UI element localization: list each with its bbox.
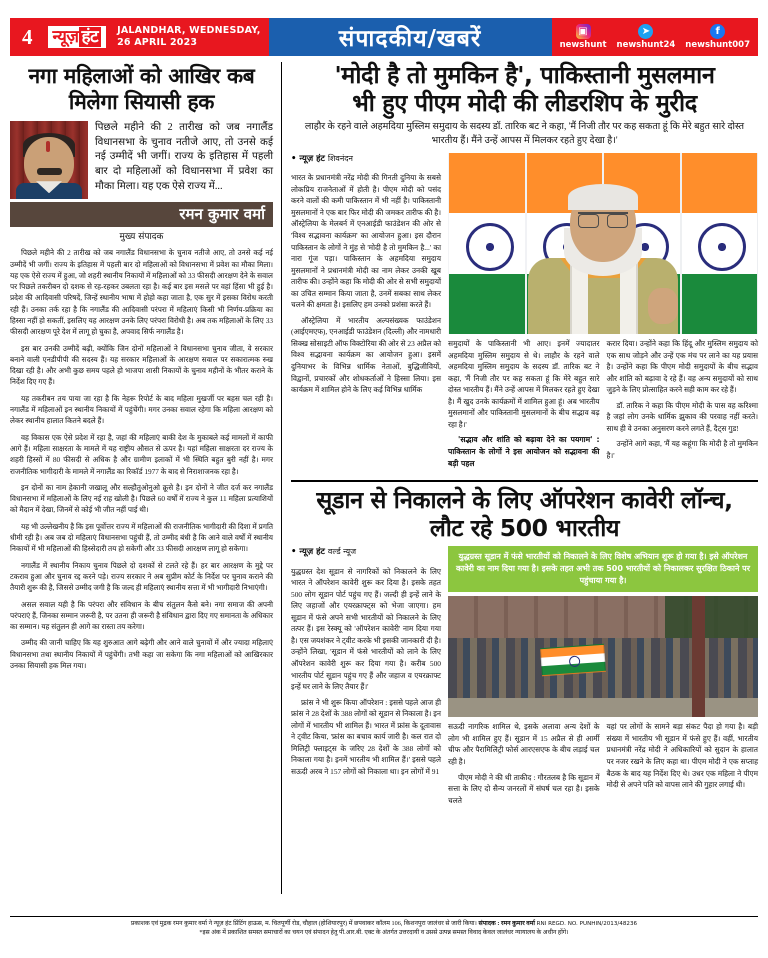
editorial-paragraph: वह विकास एक ऐसे प्रदेश में रहा है, जहां की महिलाएं बाकी देश के मुकाबले कई मामलों में काफी आगे हैं। महिला साक्षरता के मामले में यह राष्ट्रीय औसत से ऊपर है। यहां महिला साक्षरता दर राज्य के शहरी हिस्सों में 80 फीसदी से अधिक है और ग्रामीण इलाकों में भी स्थिति बहुत बुरी नहीं है। मगर राजनीतिक भागीदारी के मामले में नगालैंड का रिकॉर्ड 1977 के बाद से निराशाजनक रहा है।	[10, 432, 273, 476]
footer-line-2: *इस अंक में प्रकाशित समस्त समाचारों का चयन एवं संपादन हेतु पी.आर.बी. एक्ट के अंतर्गत उत्तरदायी व उससे उत्पन्न समस्त विवाद केवल जालंधर न्यायालय के अधीन होंगे।	[199, 929, 569, 937]
instagram-icon: ▣	[576, 24, 591, 39]
sudan-paragraph: सऊदी नागरिक शामिल थे, इसके अलावा अन्य देशों के लोग भी शामिल हुए हैं। सूडान में 15 अप्रैल से ही आर्मी चीफ और पैरामिलिट्री फोर्स आरएसएफ के बीच लड़ाई चल रही है।	[448, 722, 600, 767]
editorial-body	[10, 247, 273, 676]
indian-flag-icon	[540, 644, 606, 676]
modi-standfirst: लाहौर के रहने वाले अहमदिया मुस्लिम समुदाय के सदस्य डॉ. तारिक बट ने कहा, 'मैं निजी तौर पर कह सकता हूं कि मेरे बहुत सारे दोस्त भारतीय हैं। मैंने उन्हें आपस में मिलकर रहते हुए देखा है।'	[304, 122, 745, 146]
sudan-content	[291, 546, 758, 810]
editor-portrait	[10, 121, 88, 199]
byline-location: वर्ल्ड न्यूज	[327, 547, 357, 557]
pm-modi-photo	[448, 153, 758, 334]
modi-paragraph: करार दिया। उन्होंने कहा कि हिंदू और मुस्लिम समुदाय को एक साथ जोड़ने और उन्हें एक मंच पर लाने का यह प्रयास है। उन्होंने कहा कि पीएम मोदी समुदायों के बीच सद्भाव और शांति को बढ़ावा दे रहे हैं। वह अन्य समुदायों को साथ जुड़ने के लिए प्रोत्साहित करने सही काम कर रहे हैं।	[606, 339, 758, 395]
facebook-handle: newshunt007	[685, 40, 750, 50]
logo-text-part1: न्यूज़	[52, 26, 79, 47]
sudan-evacuees-photo	[448, 596, 758, 717]
editorial-paragraph: यह भी उल्लेखनीय है कि इस पूर्वोत्तर राज्य में महिलाओं की राजनीतिक भागीदारी की दिशा में प्रगति धीमी रही है। अब जब दो महिलाएं विधानसभा पहुंची हैं, तो उम्मीद बंधी है कि आने वाले वर्षों में स्थानीय निकायों में भी महिलाओं की हिस्सेदारी तय हो सकेगी और 33 फीसदी आरक्षण लागू हो सकेगा।	[10, 521, 273, 554]
social-twitter[interactable]	[617, 24, 676, 50]
footer-line-1	[10, 920, 758, 929]
modi-headline-line1: 'मोदी है तो मुमकिन है', पाकिस्तानी मुसलमान	[334, 61, 715, 89]
edition-date-line2: 26 APRIL 2023	[117, 37, 198, 48]
sudan-column-2	[448, 721, 600, 810]
byline-bullet-icon: •	[291, 154, 297, 165]
editorial-paragraph: यह तकरीबन तय पाया जा रहा है कि नेहरू रिपोर्ट के बाद महिला मुखर्जी पर बहस चल रही है। नगालैंड में महिलाओं इन स्थानीय निकायों में पहुंचेंगी। मगर उनका सवाल रहेगा कि महिला आरक्षण को लेकर स्थानीय हालात कितने बदले हैं।	[10, 393, 273, 426]
edition-date	[111, 25, 268, 49]
editor-role: मुख्य संपादक	[119, 232, 164, 243]
sudan-headline-line1: सूडान से निकालने के लिए ऑपरेशन कावेरी लॉन्च,	[316, 485, 733, 514]
editorial-intro	[10, 121, 273, 199]
footer-imprint	[10, 916, 758, 938]
section-banner	[269, 18, 552, 56]
modi-column-2	[448, 338, 600, 474]
section-title: संपादकीय/खबरें	[338, 26, 482, 52]
modi-paragraph: उन्होंने आगे कहा, 'मैं यह कहूंगा कि मोदी है तो मुमकिन है।'	[606, 439, 758, 460]
sudan-story	[291, 487, 758, 810]
page-body	[10, 62, 758, 894]
twitter-handle: newshunt24	[616, 40, 676, 50]
sudan-highlight-box: युद्धग्रस्त सूडान में फंसे भारतीयों को निकालने के लिए विशेष अभियान शुरू हो गया है। इसे ऑपरेशन कावेरी का नाम दिया गया है। इसके तहत अभी तक 500 भारतीयों को निकालकर सुरक्षित ठिकाने पर पहुंचाया गया है।	[448, 546, 758, 592]
newshunt-logo[interactable]	[47, 25, 108, 50]
masthead	[10, 18, 758, 56]
twitter-icon: ➤	[638, 24, 653, 39]
instagram-handle: newshunt	[559, 40, 607, 50]
modi-paragraph: डॉ. तारिक ने कहा कि पीएम मोदी के पास वह करिश्मा है जहां लोग उनके धार्मिक झुकाव की परवाह नहीं करते। साथ ही वे उनका अनुसरण करने लगते हैं, दैट्स गुड!	[606, 400, 758, 433]
editorial-column	[10, 62, 282, 894]
modi-paragraph: भारत के प्रधानमंत्री नरेंद्र मोदी की गिनती दुनिया के सबसे लोकप्रिय राजनेताओं में होती है। पीएम मोदी को पसंद करने वालों की कमी पाकिस्तान में भी नहीं है। पाकिस्तानी मुसलमानों ने एक बार फिर मोदी की जमकर तारीफ की है। ऑस्ट्रेलिया के मेलबर्न में एनआईडी फाउंडेशन की ओर से 'विश्व सद्भावना कार्यक्रम' का आयोजन हुआ। इस दौरान पाकिस्तान के लोगों ने मुंह से 'मोदी है तो मुमकिन है...' का नारा गूंज पड़ा। पाकिस्तान के अहमदिया समुदाय मुसलमानों ने प्रधानमंत्री मोदी का नाम लेकर उनकी खूब तारीफ की। उन्होंने कहा कि मोदी की ओर से सभी समुदायों का उचित सम्मान किया जाता है, उनमें सबका साथ लेकर चलने की क्षमता है। इसलिए हम उनको प्रशंसा करते हैं।	[291, 173, 441, 310]
sudan-paragraph: युद्धग्रस्त देश सूडान से नागरिकों को निकालने के लिए भारत ने ऑपरेशन कावेरी शुरू कर दिया है। इसके तहत 500 लोग सूडान पोर्ट पहुंच गए हैं। जल्दी ही इन्हें लाने के लिए जहाजों और एयरक्राफ्ट्स को भेजा जाएगा। हम सूडान में फंसे अपने सभी भारतीयों को निकालने के लिए तत्पर हैं। इस रेस्क्यू को 'ऑपरेशन कावेरी' नाम दिया गया है। एस जयशंकर ने ट्वीट करके भी इसकी जानकारी दी है। उन्होंने लिखा, 'सूडान में फंसे भारतीयों को लाने के लिए ऑपरेशन कावेरी शुरू कर दिया गया है। करीब 500 भारतीय पोर्ट सूडान पहुंच गए हैं और जहाज व एयरक्राफ्ट इन्हें घर लाने के लिए तैयार हैं।'	[291, 566, 441, 692]
editorial-paragraph: पिछले महीने की 2 तारीख को जब नगालैंड विधानसभा के चुनाव नतीजे आए, तो उनसे कई नई उम्मीदें भी जगीं। राज्य के इतिहास में पहली बार दो महिलाओं को विधानसभा में प्रवेश का मौका मिला। यह एक ऐसे राज्य में हुआ, जो शहरी स्थानीय निकायों में महिलाओं को 33 फीसदी आरक्षण देने के सवाल पर पिछले तकरीबन दो दशक से रह-रहकर उबलता रहा है। कई बार इस मसले पर वहां हिंसा भी हुई है। प्रदेश की आदिवासी परिषदें, जिन्हें स्थानीय भाषा में होहो कहा जाता है, एक सुर में इसका विरोध करती रही हैं। उनका तर्क रहा है कि नगालैंड की आदिवासी परंपरा में महिलाएं किसी भी निर्णय-प्रक्रिया का हिस्सा नहीं हो सकतीं, इसलिए यह आरक्षण उनके लिए परंपरा विरोधी है। अब तक महिलाओं के लिए 33 फीसदी आरक्षण पूरे देश में लागू हो चुका है, अपवाद सिर्फ नगालैंड है।	[10, 248, 273, 337]
facebook-icon: f	[710, 24, 725, 39]
byline-bullet-icon: •	[291, 547, 297, 558]
modi-byline	[291, 153, 441, 166]
sudan-column-3	[607, 721, 759, 810]
sudan-headline	[291, 487, 758, 542]
edition-date-line1: JALANDHAR, WEDNESDAY,	[117, 25, 261, 37]
sudan-subhead-paragraph: फ्रांस ने भी शुरू किया ऑपरेशन : इससे पहले आज ही फ्रांस ने 28 देशों के 388 लोगों को सूडान से निकाला है। इन लोगों में भारतीय भी शामिल हैं। भारत में फ्रांस के दूतावास ने ट्वीट किया, 'फ्रांस का बचाव कार्य जारी है। कल रात दो मिलिट्री फ्लाइट्स के जरिए 28 देशों के 388 लोगों को निकाला गया है। इनमें भारतीय भी शामिल हैं।' इससे पहले सऊदी अरब ने 157 लोगों को निकाला था। इन लोगों में 91	[291, 697, 441, 776]
sudan-column-1	[291, 546, 441, 810]
modi-headline	[291, 62, 758, 117]
footer-rni-regd: RNI REGD. NO. PUNHIN/2013/48236	[536, 921, 638, 928]
social-instagram[interactable]	[560, 24, 607, 50]
modi-story	[291, 62, 758, 474]
social-facebook[interactable]	[685, 24, 750, 50]
modi-right-block	[448, 153, 758, 474]
editor-name: रमन कुमार वर्मा	[10, 202, 273, 227]
sudan-right-block	[448, 546, 758, 810]
sudan-subhead-paragraph: पीएम मोदी ने की थी ताकीद : गौरतलब है कि सूडान में सत्ता के लिए दो सैन्य जनरलों में संघर्ष चल रहा है। इसके चलते	[448, 772, 600, 805]
byline-outlet: न्यूज़ हंट	[299, 547, 325, 558]
editorial-headline: नगा महिलाओं को आखिर कब मिलेगा सियासी हक	[28, 64, 255, 114]
masthead-left-block	[10, 18, 269, 56]
modi-figure	[498, 184, 708, 334]
modi-headline-line2: भी हुए पीएम मोदी की लीडरशिप के मुरीद	[352, 88, 697, 117]
editorial-paragraph: इस बार उनकी उम्मीदें बढ़ी, क्योंकि जिन दोनों महिलाओं ने विधानसभा चुनाव जीता, वे सरकार बनाने वाली एनडीपीपी की सदस्य हैं। यह सरकार महिलाओं के आरक्षण सवाल पर सकारात्मक रुख दिखा रही है। और अभी कुछ समय पहले हो भाजपा शासी निकायों के चुनाव महीनों के भीतर कराने के निर्देश दिए गए हैं।	[10, 343, 273, 387]
editorial-paragraph: असल सवाल यही है कि परंपरा और संविधान के बीच संतुलन कैसे बने। नगा समाज की अपनी परंपराएं हैं, जिनका सम्मान जरूरी है, पर उतना ही जरूरी है संविधान द्वारा दिए गए समानता के अधिकार का सम्मान। यह संतुलन ही आगे का रास्ता तय करेगा।	[10, 599, 273, 632]
section-divider	[291, 480, 758, 482]
newspaper-page	[0, 18, 768, 958]
sudan-headline-line2: लौट रहे 500 भारतीय	[429, 513, 620, 542]
modi-column-3	[607, 338, 759, 474]
byline-location: शिवनंदन	[327, 154, 353, 164]
modi-column-1	[291, 153, 441, 474]
footer-editor-label: संपादक :	[478, 920, 500, 928]
modi-subhead-paragraph: 'सद्भाव और शांति को बढ़ावा देने का पयगाम' : पाकिस्तान के लोगों ने इस आयोजन को सद्भावना की बड़ी पहल	[448, 435, 600, 469]
byline-outlet: न्यूज़ हंट	[299, 154, 325, 165]
editorial-paragraph: उम्मीद की जानी चाहिए कि यह शुरुआत आगे बढ़ेगी और आने वाले चुनावों में और ज्यादा महिलाएं विधानसभा तथा स्थानीय निकायों में पहुंचेंगी। तभी कहा जा सकेगा कि नगा महिलाओं को आखिरकार उनका सियासी हक मिल गया।	[10, 638, 273, 671]
editorial-paragraph: नगालैंड में स्थानीय निकाय चुनाव पिछले दो दशकों से टलते रहे हैं। हर बार आरक्षण के मुद्दे पर टकराव हुआ और चुनाव रद्द करने पड़े। राज्य सरकार ने अब सुप्रीम कोर्ट के निर्देश पर चुनाव कराने की तैयारी शुरू की है, जिससे उम्मीद जगी है कि जल्द ही महिलाएं स्थानीय सत्ता में भी भागीदारी निभाएंगी।	[10, 560, 273, 593]
social-links	[552, 18, 758, 56]
footer-editor-name: रमन कुमार वर्मा	[500, 920, 536, 928]
sudan-byline	[291, 546, 441, 559]
logo-text-part2: हंट	[79, 27, 102, 47]
modi-content	[291, 153, 758, 474]
modi-paragraph: समुदायों के पाकिस्तानी भी आए। इनमें ज्यादातर अहमदिया मुस्लिम समुदाय से थे। लाहौर के रहने वाले अहमदिया मुस्लिम समुदाय के सदस्य डॉ. तारिक बट ने कहा, 'मैं निजी तौर पर कह सकता हूं कि मेरे बहुत सारे दोस्त भारतीय हैं। मैंने उन्हें आपस में मिलकर रहते हुए देखा है। मैं खुद उनके कार्यक्रमों में शामिल हुआ हूं। अब भारतीय मुसलमानों और पाकिस्तानी मुसलमानों के बीच सद्भाव बढ़ रहा है।'	[448, 339, 600, 429]
sudan-paragraph: यहां पर लोगों के सामने बड़ा संकट पैदा हो गया है। बड़ी संख्या में भारतीय भी सूडान में फंसे हुए हैं। वहीं, भारतीय प्रधानमंत्री नरेंद्र मोदी ने अधिकारियों को सुदान के हालात पर नजर रखने के लिए कहा था। पीएम मोदी ने एक सप्ताह बैठक के बाद यह निर्देश दिए थे। उधर एक महिला ने पीएम मोदी से अपने पति को वापस लाने की गुहार लगाई थी।	[606, 722, 758, 790]
main-column	[282, 62, 758, 894]
page-number: 4	[22, 24, 33, 49]
footer-publisher-text: प्रकाशक एवं मुद्रक रमन कुमार वर्मा ने न्यूज़ हंट प्रिंटिंग हाऊस, म. चितपूर्णी रोड, चौहाल (होशियारपुर) में छपवाकर कॉलम 106, किशनपुरा जालंधर से जारी किया।	[130, 920, 477, 928]
modi-paragraph: ऑस्ट्रेलिया में भारतीय अल्पसंख्यक फाउंडेशन (आईएमएफ), एनआईडी फाउंडेशन (दिल्ली) और नामधारी सिक्ख सोसाइटी ऑफ विक्टोरिया की ओर से 23 अप्रैल को विश्व सद्भावना कार्यक्रम का आयोजन हुआ। इसमें दुनियाभर के विभिन्न धार्मिक नेताओं, बुद्धिजीवियों, विद्वानों, प्रचारकों और शोधकर्ताओं ने हिस्सा लिया। इस कार्यक्रम में शामिल होने के लिए कई विभिन्न धार्मिक	[291, 315, 441, 395]
editorial-paragraph: इन दोनों का नाम हेकानी जखालू और सल्हौतुओनुओ क्रूसे है। इन दोनों ने जीत दर्ज कर नगालैंड विधानसभा में महिलाओं के लिए नई राह खोली है। पिछले 60 वर्षों में राज्य ने कुल 11 महिला प्रत्याशियों को मैदान में देखा, जिनमें से कोई भी जीत नहीं पाई थी।	[10, 482, 273, 515]
editorial-intro-text: पिछले महीने की 2 तारीख को जब नगालैंड विधानसभा के चुनाव नतीजे आए, तो उनसे कई नई उम्मीदें भी जगीं। राज्य के इतिहास में पहली बार दो महिलाओं को विधानसभा में प्रवेश का मौका मिला। यह एक ऐसे राज्य में...	[95, 122, 273, 192]
